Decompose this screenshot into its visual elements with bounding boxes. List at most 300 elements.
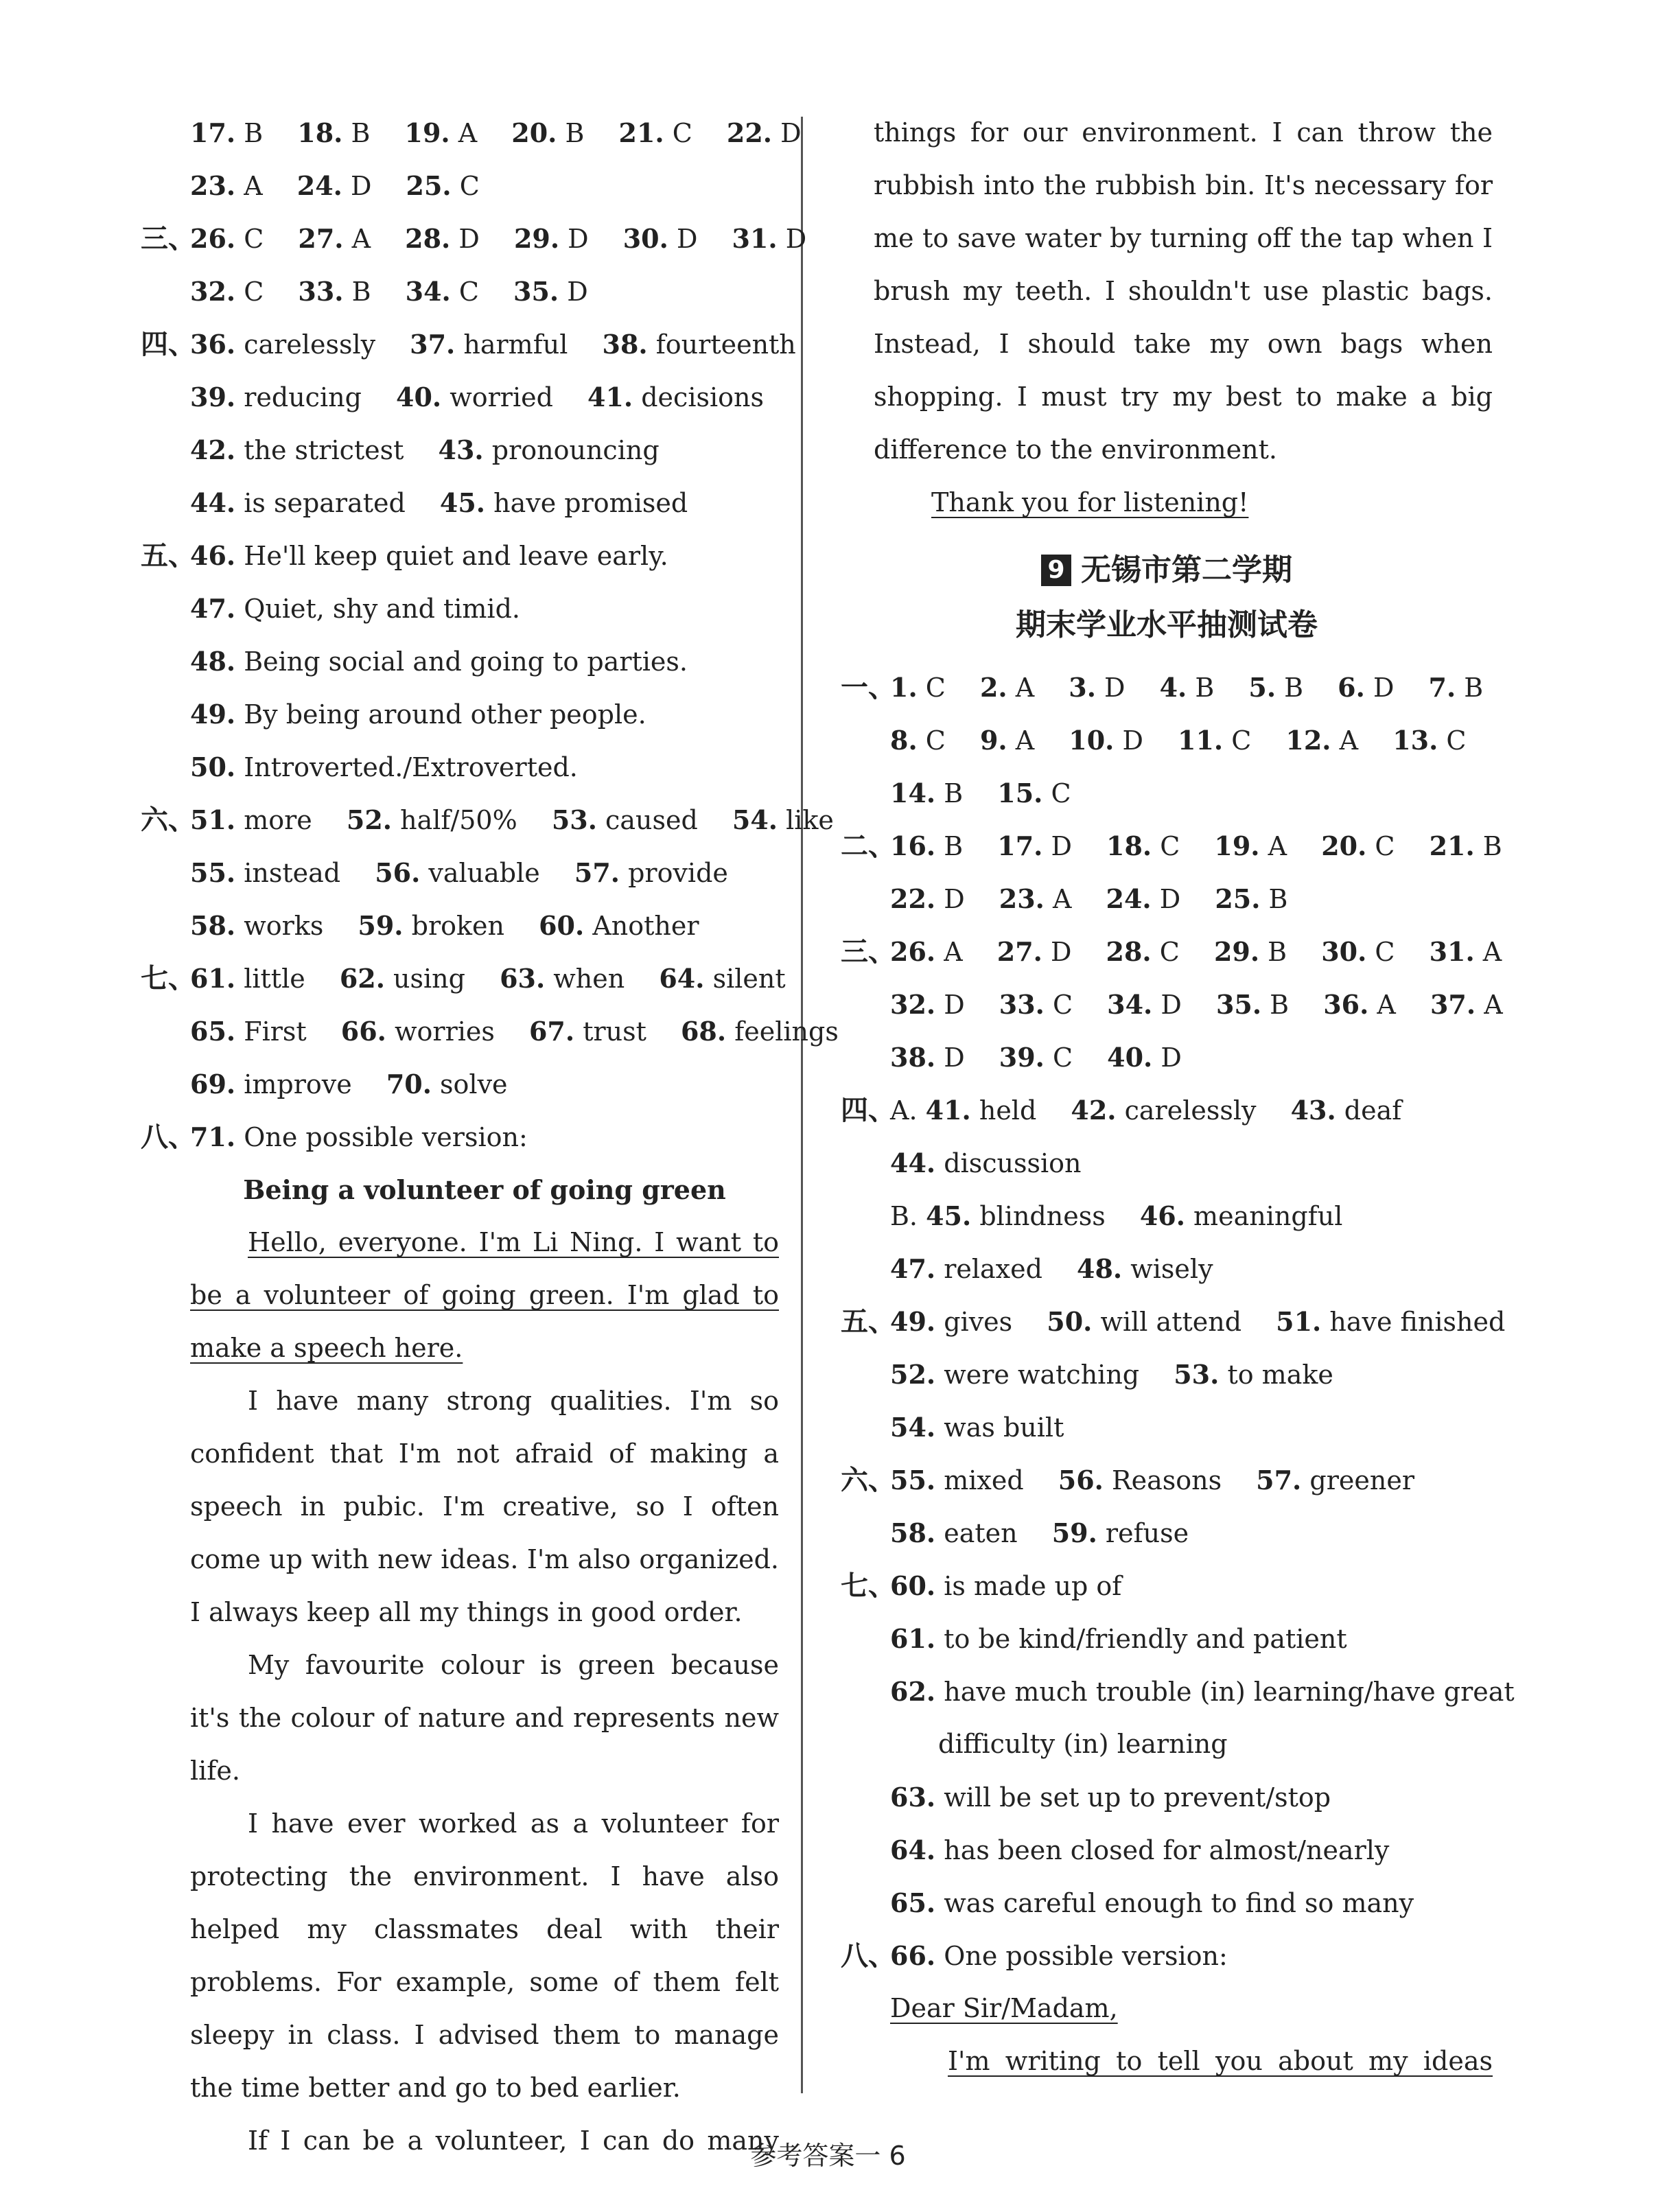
answer: trust: [583, 1016, 646, 1047]
answer-row: [841, 1348, 1493, 1401]
exam-title-line2: 期末学业水平抽测试卷: [1016, 607, 1318, 642]
q-num: 71.: [190, 1121, 236, 1152]
q-num: 17.: [997, 830, 1043, 861]
q-num: 43.: [438, 434, 484, 465]
q-num: 51.: [190, 804, 236, 835]
answer-row: [141, 106, 802, 159]
q-num: 34.: [1107, 989, 1153, 1020]
q-num: 29.: [513, 223, 560, 254]
q-num: 19.: [1214, 830, 1260, 861]
answer: A: [1484, 990, 1503, 1020]
answer: will be set up to prevent/stop: [944, 1782, 1331, 1813]
answer: B: [944, 831, 964, 861]
q-num: 13.: [1392, 725, 1438, 756]
q-num: 66.: [340, 1016, 386, 1047]
answer: Being social and going to parties.: [244, 647, 688, 677]
answer: D: [1050, 937, 1072, 967]
q-num: 27.: [996, 936, 1042, 967]
answer: provide: [628, 858, 728, 888]
q-num: 26.: [190, 223, 236, 254]
essay-paragraph: I have many strong qualities. I'm so confident that I'm not afraid of making a speech in pubic. I'm creative, so I often come up with new ideas. I'm also organized. I always keep all my things in good order.: [190, 1386, 779, 1627]
q-num: 32.: [890, 989, 936, 1020]
q-num: 59.: [358, 910, 404, 941]
section-label: 八、: [841, 1940, 896, 1972]
answer-row: [841, 1506, 1493, 1559]
q-num: 47.: [190, 593, 236, 624]
q-num: 56.: [375, 857, 421, 888]
q-num: 12.: [1285, 725, 1331, 756]
answer: the strictest: [244, 435, 404, 465]
answer: pronouncing: [491, 435, 660, 465]
answer-row: [841, 1929, 1493, 1982]
letter-intro: One possible version:: [944, 1941, 1228, 1971]
answer: harmful: [463, 329, 568, 360]
answer-row: [841, 1401, 1493, 1454]
q-num: 24.: [296, 170, 342, 201]
q-num: 46.: [1139, 1200, 1185, 1231]
q-num: 15.: [997, 778, 1043, 808]
answer: little: [244, 964, 305, 994]
q-num: 65.: [190, 1016, 236, 1047]
answer: relaxed: [944, 1254, 1042, 1284]
q-num: 18.: [1106, 830, 1152, 861]
answer-row: [841, 1295, 1506, 1348]
answer: difficulty (in) learning: [938, 1729, 1228, 1759]
q-num: 10.: [1069, 725, 1115, 756]
essay-title: Being a volunteer of going green: [243, 1174, 726, 1205]
answer: meaningful: [1193, 1201, 1343, 1231]
answer: was careful enough to find so many: [944, 1888, 1414, 1918]
answer-row: [141, 265, 779, 318]
q-num: 66.: [890, 1940, 936, 1971]
q-num: 30.: [1321, 936, 1367, 967]
answer-row: [141, 1110, 779, 1163]
answer: D: [350, 171, 372, 201]
q-num: 45.: [926, 1200, 972, 1231]
q-num: 53.: [1174, 1359, 1220, 1390]
section-label: 五、: [841, 1306, 896, 1338]
answer: reducing: [244, 382, 362, 412]
answer: A: [351, 224, 371, 254]
answer-row: [841, 1454, 1493, 1506]
section-label: 八、: [141, 1121, 196, 1153]
answer: mixed: [944, 1465, 1024, 1495]
answer: C: [459, 171, 480, 201]
answer: B: [244, 118, 264, 148]
q-num: 64.: [890, 1835, 936, 1865]
q-num: 27.: [298, 223, 344, 254]
answer: A: [1377, 990, 1396, 1020]
answer: valuable: [428, 858, 540, 888]
paper-number-badge: 9: [1041, 555, 1071, 586]
essay-continuation: things for our environment. I can throw the rubbish into the rubbish bin. It's necessary for me to save water by turning off the tap when I brush my teeth. I shouldn't use plastic bags. Instead, I should take my own bags when shopping. I must try my best to make a big difference to the environment.: [874, 117, 1493, 465]
q-num: 43.: [1290, 1095, 1336, 1126]
answer-row: [841, 1189, 1493, 1242]
q-num: 58.: [890, 1517, 936, 1548]
q-num: 42.: [1071, 1095, 1117, 1126]
answer: B: [1268, 884, 1288, 914]
q-num: 44.: [890, 1148, 936, 1178]
answer: silent: [712, 964, 786, 994]
q-num: 49.: [190, 699, 236, 730]
q-num: 37.: [1430, 989, 1476, 1020]
q-num: 56.: [1058, 1465, 1104, 1495]
answer: A: [1482, 937, 1502, 967]
answer: is made up of: [944, 1571, 1122, 1601]
q-num: 47.: [890, 1253, 936, 1284]
answer: improve: [244, 1069, 352, 1099]
q-num: 22.: [890, 883, 936, 914]
q-num: 50.: [1047, 1306, 1093, 1337]
q-num: 50.: [190, 752, 236, 782]
letter-body: [841, 2035, 1493, 2088]
q-num: 40.: [396, 382, 442, 412]
q-num: 49.: [890, 1306, 936, 1337]
q-num: 57.: [574, 857, 620, 888]
q-num: 16.: [890, 830, 936, 861]
q-num: 23.: [190, 170, 236, 201]
answer: C: [1053, 1043, 1073, 1073]
answer: like: [786, 805, 834, 835]
answer: C: [672, 118, 692, 148]
answer: using: [393, 964, 465, 994]
answer: A: [1015, 725, 1035, 756]
page-footer: 参考答案一 6: [750, 2141, 906, 2171]
q-num: 21.: [1429, 830, 1475, 861]
answer-row: [141, 371, 779, 423]
q-num: 69.: [190, 1069, 236, 1099]
answer-row: [141, 1005, 839, 1058]
answer: A: [458, 118, 478, 148]
q-num: 35.: [1215, 989, 1262, 1020]
q-num: 53.: [551, 804, 597, 835]
answer: worried: [450, 382, 553, 412]
answer: held: [979, 1095, 1037, 1126]
q-num: 5.: [1248, 672, 1276, 703]
part-label: B.: [890, 1201, 918, 1231]
answer: C: [1159, 937, 1180, 967]
essay-body: [141, 1216, 779, 2167]
answer: He'll keep quiet and leave early.: [244, 541, 668, 571]
q-num: 2.: [979, 672, 1007, 703]
q-num: 62.: [890, 1676, 936, 1707]
q-num: 60.: [539, 910, 585, 941]
exam-title-line1: 无锡市第二学期: [1081, 552, 1292, 587]
q-num: 29.: [1213, 936, 1260, 967]
letter-salutation: Dear Sir/Madam,: [890, 1993, 1118, 2023]
essay-closing-row: [841, 476, 1493, 529]
answer-row: [141, 1058, 779, 1110]
answer-row-continued: [841, 1718, 1493, 1771]
answer: D: [1104, 673, 1126, 703]
answer-row: [841, 978, 1503, 1031]
q-num: 52.: [346, 804, 393, 835]
answer-row: [141, 635, 779, 688]
answer: C: [925, 673, 946, 703]
answer: has been closed for almost/nearly: [944, 1835, 1390, 1865]
answer: B: [351, 277, 371, 307]
answer: have promised: [493, 488, 688, 518]
q-num: 42.: [190, 434, 236, 465]
answer: refuse: [1105, 1518, 1189, 1548]
q-num: 64.: [659, 963, 705, 994]
answer-row: [141, 846, 779, 899]
section-label: 一、: [841, 672, 896, 703]
answer: greener: [1309, 1465, 1414, 1495]
q-num: 61.: [190, 963, 236, 994]
answer: B: [1268, 937, 1287, 967]
answer-row: [841, 872, 1493, 925]
answer: D: [944, 884, 965, 914]
section-label: 七、: [841, 1570, 896, 1602]
answer: when: [553, 964, 625, 994]
answer: C: [244, 224, 264, 254]
q-num: 22.: [726, 117, 773, 148]
answer-row: [141, 899, 779, 952]
q-num: 37.: [410, 329, 456, 360]
q-num: 41.: [587, 382, 633, 412]
answer: more: [244, 805, 312, 835]
q-num: 8.: [890, 725, 918, 756]
q-num: 52.: [890, 1359, 936, 1390]
answer: C: [1053, 990, 1073, 1020]
answer-row: [841, 1031, 1493, 1084]
answer: By being around other people.: [244, 699, 646, 730]
answer-row: [841, 1665, 1515, 1718]
answer: caused: [605, 805, 698, 835]
essay-paragraph: My favourite colour is green because it's the colour of nature and represents new life.: [190, 1650, 779, 1786]
answer-row: [841, 1771, 1493, 1824]
answer: D: [1373, 673, 1395, 703]
section-label: 四、: [141, 329, 196, 360]
answer-row: [141, 529, 779, 582]
answer: C: [1446, 725, 1467, 756]
answer: A: [1339, 725, 1359, 756]
answer: C: [1160, 831, 1180, 861]
answer-row: [841, 1242, 1493, 1295]
answer: D: [944, 990, 965, 1020]
answer: is separated: [244, 488, 406, 518]
q-num: 34.: [405, 276, 451, 307]
answer: D: [785, 224, 807, 254]
answer: B: [1270, 990, 1290, 1020]
answer: B: [1464, 673, 1484, 703]
answer: A: [1268, 831, 1287, 861]
answer: D: [676, 224, 698, 254]
q-num: 58.: [190, 910, 236, 941]
answer: blindness: [979, 1201, 1106, 1231]
q-num: 65.: [890, 1887, 936, 1918]
q-num: 70.: [386, 1069, 432, 1099]
answer: carelessly: [244, 329, 376, 360]
answer: Reasons: [1111, 1465, 1222, 1495]
q-num: 62.: [339, 963, 385, 994]
answer: carelessly: [1124, 1095, 1257, 1126]
q-num: 63.: [500, 963, 546, 994]
answer: to be kind/friendly and patient: [944, 1624, 1347, 1654]
answer-row: [841, 714, 1493, 767]
q-num: 24.: [1106, 883, 1152, 914]
answer: D: [1161, 1043, 1182, 1073]
answer: were watching: [944, 1360, 1140, 1390]
answer: discussion: [944, 1148, 1082, 1178]
answer: A: [944, 937, 963, 967]
answer-row: [141, 476, 779, 529]
answer: deaf: [1344, 1095, 1402, 1126]
q-num: 39.: [190, 382, 236, 412]
q-num: 17.: [190, 117, 236, 148]
answer: C: [1375, 831, 1395, 861]
q-num: 23.: [999, 883, 1045, 914]
q-num: 28.: [405, 223, 451, 254]
q-num: 20.: [1321, 830, 1367, 861]
q-num: 35.: [513, 276, 559, 307]
answer-row: [841, 1876, 1493, 1929]
q-num: 59.: [1051, 1517, 1097, 1548]
q-num: 21.: [618, 117, 664, 148]
answer: B: [944, 778, 964, 808]
answer-row: [841, 1137, 1493, 1189]
section-label: 六、: [841, 1465, 896, 1496]
answer: C: [925, 725, 946, 756]
answer: D: [1122, 725, 1143, 756]
section-label: 三、: [841, 936, 896, 968]
q-num: 33.: [999, 989, 1045, 1020]
answer: broken: [411, 911, 504, 941]
answer: D: [568, 224, 589, 254]
answer: D: [780, 118, 802, 148]
q-num: 44.: [190, 487, 236, 518]
letter-salutation-row: [841, 1982, 1493, 2035]
essay-paragraph-opening: Hello, everyone. I'm Li Ning. I want to be a volunteer of going green. I'm glad to make a speech here.: [190, 1227, 779, 1363]
q-num: 14.: [890, 778, 936, 808]
answer: fourteenth: [655, 329, 796, 360]
answer: D: [1051, 831, 1072, 861]
q-num: 60.: [890, 1570, 936, 1601]
answer: decisions: [641, 382, 764, 412]
answer-row: [841, 1612, 1493, 1665]
q-num: 61.: [890, 1623, 936, 1654]
q-num: 57.: [1256, 1465, 1302, 1495]
q-num: 38.: [890, 1042, 936, 1073]
answer-row: [841, 767, 1493, 819]
essay-intro: One possible version:: [244, 1122, 528, 1152]
q-num: 48.: [1077, 1253, 1123, 1284]
answer: D: [567, 277, 588, 307]
answer-row: [141, 793, 834, 846]
q-num: 19.: [404, 117, 450, 148]
q-num: 11.: [1178, 725, 1224, 756]
answer: Another: [592, 911, 699, 941]
answer: to make: [1227, 1360, 1333, 1390]
answer: solve: [440, 1069, 508, 1099]
answer: D: [944, 1043, 965, 1073]
q-num: 55.: [890, 1465, 936, 1495]
q-num: 25.: [1215, 883, 1261, 914]
q-num: 68.: [680, 1016, 727, 1047]
q-num: 26.: [890, 936, 936, 967]
q-num: 46.: [190, 540, 236, 571]
answer-row: [141, 952, 786, 1005]
answer: B: [1482, 831, 1502, 861]
q-num: 45.: [439, 487, 486, 518]
answer-row: [841, 925, 1502, 978]
answer: Introverted./Extroverted.: [244, 752, 578, 782]
exam-heading: [841, 543, 1493, 598]
answer: C: [1231, 725, 1252, 756]
answer-row: [141, 212, 807, 265]
answer: D: [1159, 884, 1181, 914]
answer: C: [1051, 778, 1071, 808]
answer-row: [841, 661, 1493, 714]
answer: B: [565, 118, 585, 148]
answer: A: [244, 171, 263, 201]
q-num: 6.: [1338, 672, 1365, 703]
q-num: 31.: [1429, 936, 1475, 967]
answer: half/50%: [400, 805, 517, 835]
q-num: 3.: [1069, 672, 1096, 703]
q-num: 18.: [297, 117, 343, 148]
q-num: 7.: [1428, 672, 1456, 703]
q-num: 4.: [1159, 672, 1187, 703]
answer: C: [458, 277, 479, 307]
answer-row: [141, 688, 779, 741]
answer: D: [1161, 990, 1182, 1020]
answer: B: [1195, 673, 1215, 703]
answer: was built: [944, 1412, 1064, 1443]
q-num: 40.: [1107, 1042, 1153, 1073]
q-num: 38.: [602, 329, 648, 360]
q-num: 41.: [925, 1095, 971, 1126]
right-column: [841, 106, 1515, 2088]
answer: works: [244, 911, 324, 941]
q-num: 1.: [890, 672, 918, 703]
answer: A: [1053, 884, 1072, 914]
answer: will attend: [1100, 1307, 1242, 1337]
answer-row: [841, 819, 1502, 872]
answer: C: [1375, 937, 1395, 967]
answer: have much trouble (in) learning/have great: [944, 1677, 1515, 1707]
q-num: 9.: [979, 725, 1007, 756]
q-num: 32.: [190, 276, 236, 307]
section-label: 五、: [141, 540, 196, 572]
section-label: 四、: [841, 1095, 896, 1126]
answer: worries: [395, 1016, 495, 1047]
essay-paragraph: If I can be a volunteer, I can do many: [248, 2126, 779, 2156]
answer-row: [141, 741, 779, 793]
section-label: 六、: [141, 804, 196, 836]
letter-paragraph: I'm writing to tell you about my ideas: [948, 2046, 1493, 2076]
answer: eaten: [944, 1518, 1018, 1548]
answer: instead: [244, 858, 341, 888]
q-num: 30.: [622, 223, 668, 254]
q-num: 51.: [1276, 1306, 1322, 1337]
answer: A: [1015, 673, 1035, 703]
answer-row: [141, 318, 796, 371]
answer: D: [458, 224, 480, 254]
answer-row: [841, 1084, 1493, 1137]
q-num: 54.: [732, 804, 778, 835]
answer: First: [244, 1016, 307, 1047]
column-divider: [801, 117, 803, 2093]
section-label: 三、: [141, 223, 196, 255]
q-num: 55.: [190, 857, 236, 888]
answer-row: [141, 582, 779, 635]
essay-closing: Thank you for listening!: [931, 487, 1249, 517]
answer: B: [1284, 673, 1304, 703]
answer-row: [141, 423, 779, 476]
q-num: 63.: [890, 1782, 936, 1813]
